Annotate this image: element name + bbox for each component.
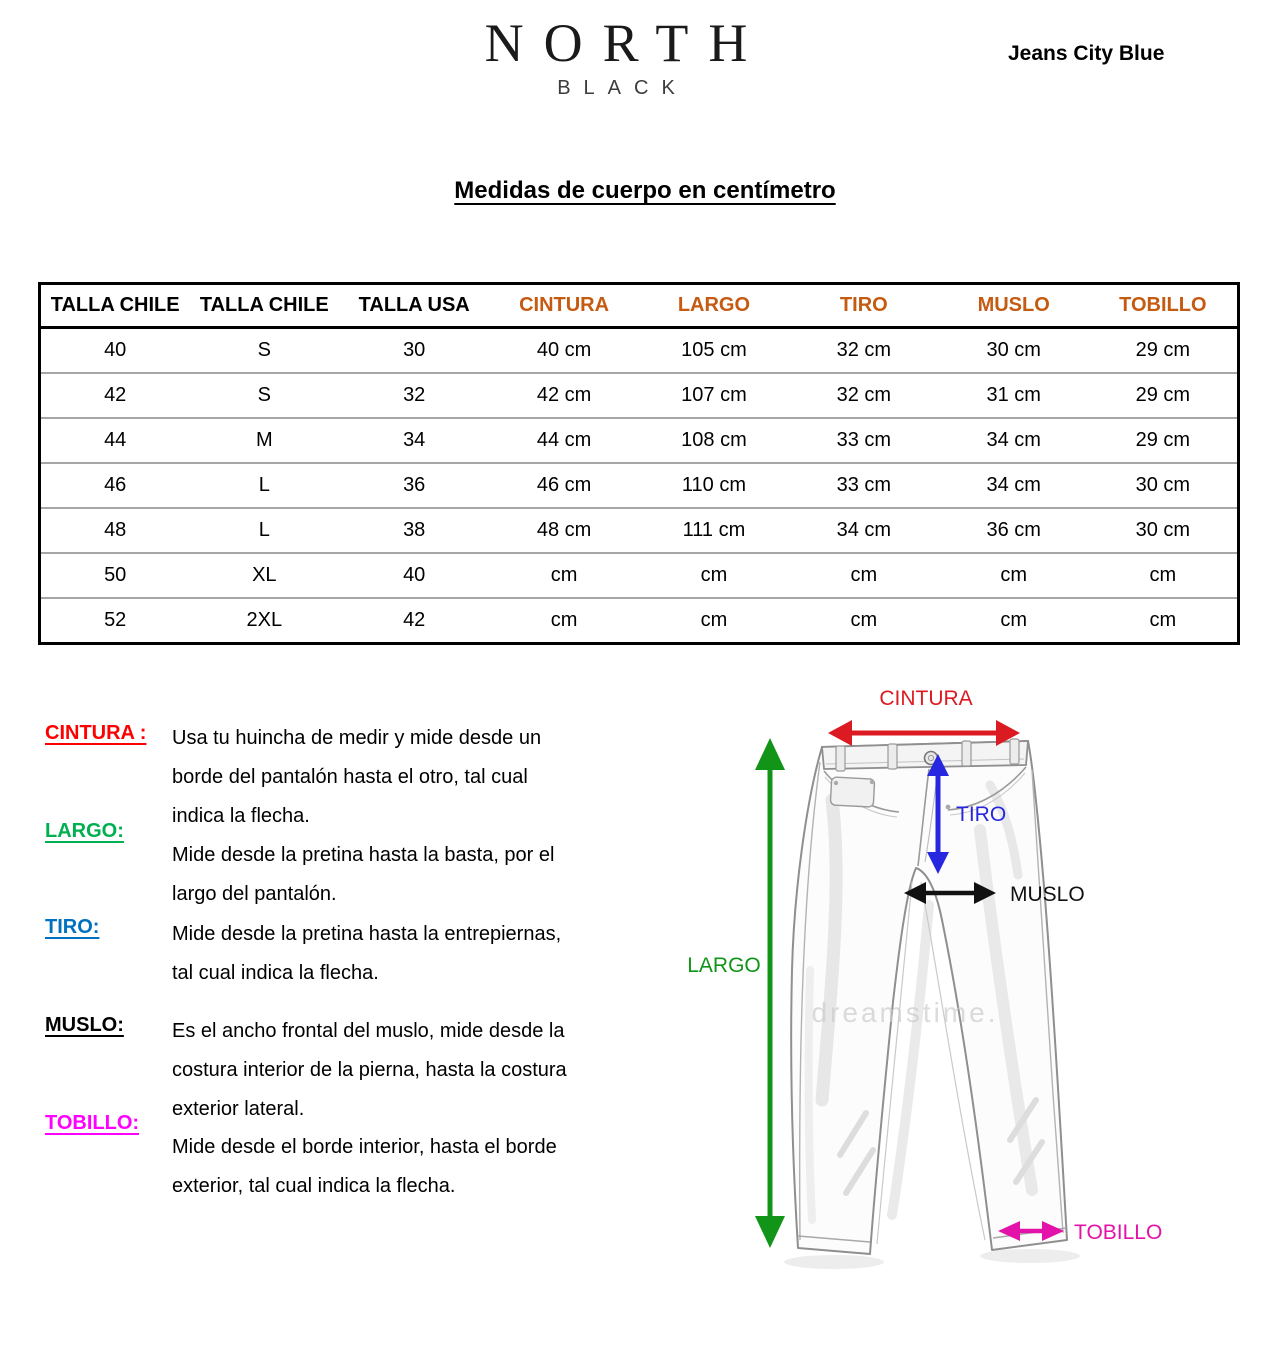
table-cell: XL: [189, 553, 339, 598]
table-cell: 30: [403, 339, 426, 361]
definition-line: Es el ancho frontal del muslo, mide desde la: [172, 1020, 565, 1042]
table-cell: 111 cm: [639, 508, 789, 553]
watermark: dreamstime.: [811, 997, 999, 1028]
definition-line: tal cual indica la flecha.: [172, 962, 379, 984]
table-cell: 46 cm: [489, 463, 639, 508]
table-cell: 42 cm: [489, 373, 639, 418]
brand-name: NORTH: [484, 13, 768, 73]
table-cell: 48: [40, 508, 190, 553]
table-row: [40, 598, 1239, 644]
table-cell: 29 cm: [1089, 373, 1239, 418]
column-header: TALLA USA: [339, 284, 489, 328]
table-cell: 42: [40, 373, 190, 418]
definition-line: largo del pantalón.: [172, 883, 337, 905]
brand-logo: [465, 13, 768, 100]
table-cell: cm: [639, 553, 789, 598]
table-cell: 29 cm: [1135, 339, 1191, 361]
definition-term-largo: LARGO:: [45, 820, 124, 842]
table-cell: cm: [1089, 553, 1239, 598]
table-cell: 40 cm: [536, 339, 592, 361]
table-cell: 30 cm: [986, 339, 1041, 361]
column-header: TALLA CHILE: [189, 284, 339, 328]
size-table-header: [40, 284, 1239, 328]
definition-line: Mide desde el borde interior, hasta el borde: [172, 1136, 557, 1158]
definition-term-muslo: MUSLO:: [45, 1014, 124, 1036]
column-header: MUSLO: [939, 284, 1089, 328]
table-cell: 32 cm: [789, 373, 939, 418]
table-row: [40, 418, 1239, 463]
definition-line: exterior, tal cual indica la flecha.: [172, 1175, 456, 1197]
table-cell: 29 cm: [1089, 418, 1239, 463]
definition-term-tiro: TIRO:: [45, 916, 100, 938]
table-cell: 34 cm: [939, 418, 1089, 463]
definition-text-cintura: [172, 719, 672, 836]
jeans-illustration: [791, 739, 1067, 1254]
column-header: TOBILLO: [1089, 284, 1239, 328]
definition-text-largo: [172, 836, 672, 914]
table-row: [40, 328, 1239, 374]
product-name: Jeans City Blue: [1008, 42, 1165, 65]
definition-line: exterior lateral.: [172, 1098, 305, 1120]
table-cell: 42: [339, 598, 489, 644]
table-cell: 107 cm: [639, 373, 789, 418]
definition-line: indica la flecha.: [172, 805, 310, 827]
cintura-arrow: [828, 687, 1020, 746]
table-cell: 32 cm: [836, 339, 892, 361]
table-cell: 31 cm: [939, 373, 1089, 418]
page-title: Medidas de cuerpo en centímetro: [454, 177, 836, 204]
table-cell: 34: [339, 418, 489, 463]
table-cell: 34 cm: [939, 463, 1089, 508]
jeans-shadow: [784, 1249, 1080, 1269]
size-table-body: [40, 328, 1239, 644]
definition-term-cintura: CINTURA :: [45, 722, 147, 744]
definition-line: Mide desde la pretina hasta la entrepiernas,: [172, 923, 562, 945]
table-cell: 40: [339, 553, 489, 598]
table-cell: 44 cm: [489, 418, 639, 463]
table-cell: cm: [789, 598, 939, 644]
table-cell: 48 cm: [489, 508, 639, 553]
definition-line: costura interior de la pierna, hasta la costura: [172, 1059, 567, 1081]
largo-diagram-label: LARGO: [687, 954, 761, 977]
table-cell: 30 cm: [1089, 508, 1239, 553]
column-header: LARGO: [639, 284, 789, 328]
table-cell: 38: [339, 508, 489, 553]
definition-text-muslo: [172, 1012, 672, 1129]
definition-text-tobillo: [172, 1128, 672, 1206]
table-row: [40, 373, 1239, 418]
table-row: [40, 463, 1239, 508]
table-cell: L: [189, 463, 339, 508]
muslo-diagram-label: MUSLO: [1010, 883, 1085, 906]
definition-line: Usa tu huincha de medir y mide desde un: [172, 727, 542, 749]
table-cell: 33 cm: [789, 463, 939, 508]
table-cell: 52: [40, 598, 190, 644]
table-cell: cm: [939, 598, 1089, 644]
table-cell: S: [189, 373, 339, 418]
table-cell: 44: [40, 418, 190, 463]
definition-line: Mide desde la pretina hasta la basta, por el: [172, 844, 555, 866]
tobillo-diagram-label: TOBILLO: [1074, 1221, 1163, 1244]
definition-term-tobillo: TOBILLO:: [45, 1112, 140, 1134]
table-row: [40, 553, 1239, 598]
column-header: CINTURA: [489, 284, 639, 328]
table-cell: L: [189, 508, 339, 553]
column-header: TALLA CHILE: [40, 284, 190, 328]
brand-subname: BLACK: [557, 77, 688, 99]
table-cell: cm: [1089, 598, 1239, 644]
table-cell: cm: [789, 553, 939, 598]
table-cell: cm: [489, 598, 639, 644]
table-cell: 108 cm: [639, 418, 789, 463]
column-header: TIRO: [789, 284, 939, 328]
table-cell: 110 cm: [639, 463, 789, 508]
table-cell: S: [257, 339, 271, 361]
table-cell: 33 cm: [789, 418, 939, 463]
largo-arrow: [687, 738, 785, 1248]
table-cell: 105 cm: [681, 339, 747, 361]
measurement-diagram: [680, 670, 1272, 1370]
table-cell: 36: [339, 463, 489, 508]
table-cell: 40: [104, 339, 127, 361]
table-cell: cm: [939, 553, 1089, 598]
header-row: [40, 284, 1239, 328]
table-cell: 34 cm: [789, 508, 939, 553]
table-row: [40, 508, 1239, 553]
definition-text-tiro: [172, 915, 672, 993]
table-cell: 2XL: [189, 598, 339, 644]
table-cell: cm: [639, 598, 789, 644]
cintura-diagram-label: CINTURA: [879, 687, 973, 710]
table-cell: 32: [339, 373, 489, 418]
table-cell: 30 cm: [1089, 463, 1239, 508]
table-cell: M: [189, 418, 339, 463]
tiro-diagram-label: TIRO: [956, 803, 1007, 826]
table-cell: 46: [40, 463, 190, 508]
table-cell: 50: [40, 553, 190, 598]
definition-line: borde del pantalón hasta el otro, tal cual: [172, 766, 528, 788]
table-cell: cm: [489, 553, 639, 598]
table-cell: 36 cm: [939, 508, 1089, 553]
size-table: [38, 282, 1240, 645]
